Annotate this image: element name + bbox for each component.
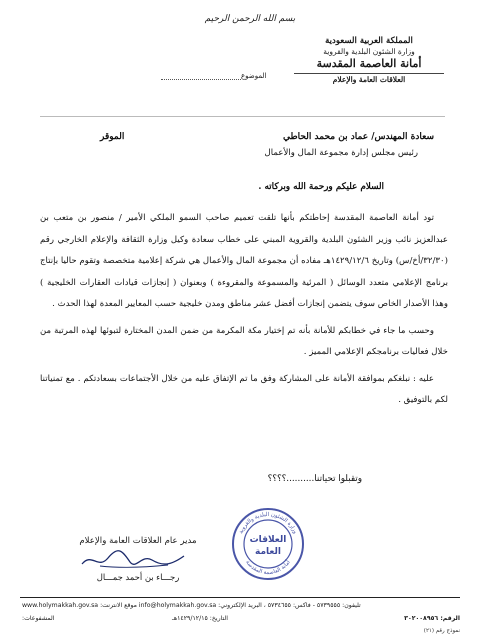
paragraph-1: تود أمانة العاصمة المقدسة إحاطتكم بأنها تلقت تعميم صاحب السمو الملكي الأمير / منصور بن متعب بن عبدالعزيز نائب وزير الشئون البلدية والقروية المبني على خطاب سعادة وكيل وزارة الثقافة والإعلام الخارجي رقم (٣٢/٣٠/أخ/س) وتاريخ ١٤٢٩/١٢/٦هـ مفاده أن مجموعة المال والأعمال هي شركة إعلامية متخصصة وتقوم حاليا بإنتاج برنامج الإعلامي متعدد الوسائل ( المرئية والمسموعة والمقروءة ) وبعنوان ( إنجازات قيادات العقارات الخليجية ) وهذا الأصدار الخاص سوف يتضمن إنجازات أفضل عشر مناطق ومدن خليجية حسب المعايير المعدة لهذا الحدث . xyxy=(40,213,448,309)
department-name: العلاقات العامة والإعلام xyxy=(294,73,444,86)
footer-contact-text: تليفون: ٥٧٣٩٥٥٥ - فاكس: ٥٧٣٤٦٥٥ ، البريد الإلكتروني: info@holymakkah.gov.sa موقع الانترنت: www.holymakkah.gov.sa xyxy=(22,602,361,609)
letterhead xyxy=(0,6,480,118)
form-number: نموذج رقم (٢١) xyxy=(423,628,460,634)
stamp-label-top: العلاقات xyxy=(249,535,287,545)
letter-paragraphs xyxy=(40,208,448,412)
municipality-name: أمانة العاصمة المقدسة xyxy=(316,57,422,70)
signatory-name: رجـــاء بن أحمد جمـــال xyxy=(96,572,180,582)
stamp-seal-icon xyxy=(230,506,306,582)
ministry-name: وزارة الشئون البلدية والقروية xyxy=(323,47,415,56)
paragraph-3: عليه : نبلغكم بموافقة الأمانة على المشاركة وفق ما تم الإتفاق عليه من خلال الأجتماعات بسعادتكم . مع تمنياتنا لكم بالتوفيق . xyxy=(40,373,448,405)
signature-area xyxy=(0,506,480,598)
subject-dots xyxy=(161,79,241,80)
stamp-label-bottom: العامة xyxy=(255,547,281,557)
signatory-title: مدير عام العلاقات العامة والإعلام xyxy=(79,536,197,546)
attachments-field: المشفوعات: xyxy=(22,615,55,622)
date-field: التاريخ: ١٤٢٩/١٢/١٥هـ xyxy=(172,615,228,622)
paragraph-2: وحسب ما جاء في خطابكم للأمانة بأنه تم إختيار مكة المكرمة من ضمن المدن المختارة لتبوئها لهذه المرتبة من خلال فعاليات برنامجكم الإعلامي المميز . xyxy=(40,325,448,357)
greeting: السلام عليكم ورحمة الله وبركاته . xyxy=(258,182,384,192)
recipient-title: رئيس مجلس إدارة مجموعة المال والأعمال xyxy=(264,148,418,158)
stamp-ring-bottom: أمانة العاصمة المقدسة xyxy=(244,559,292,577)
footer xyxy=(0,597,480,640)
subject-field xyxy=(158,72,266,80)
closing-line: وتقبلوا تحياتنا..........؟؟؟؟ xyxy=(267,474,362,484)
handwritten-signature-icon xyxy=(78,546,188,572)
header-divider xyxy=(40,116,445,117)
stamp-ring-text: وزارة الشئون البلدية والقروية xyxy=(238,511,298,535)
footer-divider xyxy=(20,597,460,598)
letterhead-titles xyxy=(294,36,444,86)
recipient-name: سعادة المهندس/ عماد بن محمد الحاطي xyxy=(282,132,434,142)
footer-contact xyxy=(22,602,460,609)
kingdom-name: المملكة العربية السعودية xyxy=(325,36,413,46)
official-stamp xyxy=(230,506,306,582)
basmala: بسم الله الرحمن الرحيم xyxy=(204,14,296,24)
subject-label: الموضوع xyxy=(241,72,267,80)
recipient-block xyxy=(40,132,448,160)
recipient-honorific: الموقر xyxy=(100,132,125,142)
reference-number: الرقم: ٣٠٢٠٠٨٩٥٦ xyxy=(404,615,460,622)
